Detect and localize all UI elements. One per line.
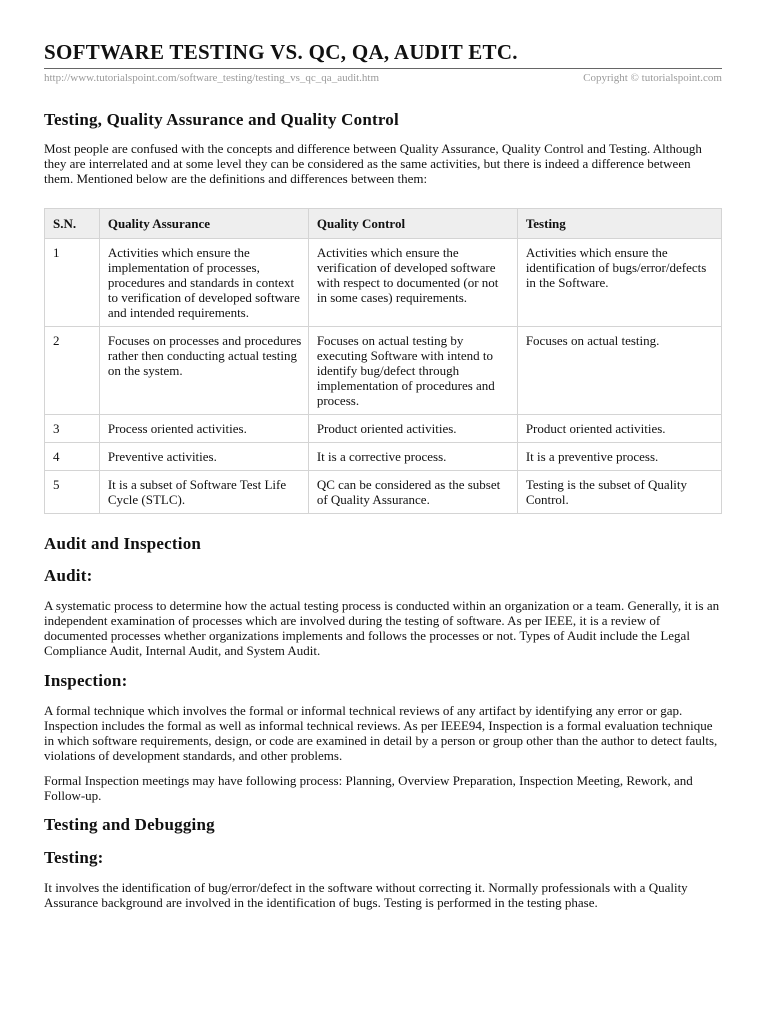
table-cell-qa: Preventive activities. xyxy=(99,443,308,471)
main-content xyxy=(44,110,722,910)
audit-paragraph: A systematic process to determine how the actual testing process is conducted within an organization or a team. Generally, it is an independent examination of processes which are involved during the testing of software. As per IEEE, it is a review of documented processes whether organizations implements and follows the processes or not. Types of Audit include the Legal Compliance Audit, Internal Audit, and System Audit. xyxy=(44,598,720,658)
table-cell-qa: It is a subset of Software Test Life Cycle (STLC). xyxy=(99,471,308,514)
table-cell-qc: It is a corrective process. xyxy=(308,443,517,471)
table-cell-testing: Product oriented activities. xyxy=(517,415,721,443)
table-row xyxy=(45,443,722,471)
subheading-testing: Testing: xyxy=(44,848,104,867)
inspection-paragraph: A formal technique which involves the formal or informal technical reviews of any artifact by identifying any error or gap. Inspection includes the formal as well as informal technical reviews. As per IEEE94, Inspection is a formal evaluation technique in which software requirements, design, or code are examined in detail by a person or group other than the author to detect faults, violations of development standards, and other problems. xyxy=(44,703,718,763)
table-cell-sn: 3 xyxy=(45,415,100,443)
table-row xyxy=(45,327,722,415)
column-header-sn: S.N. xyxy=(45,209,100,239)
table-cell-testing: Focuses on actual testing. xyxy=(517,327,721,415)
intro-paragraph: Most people are confused with the concepts and difference between Quality Assurance, Quality Control and Testing. Although they are interrelated and at some level they can be considered as the same activities, but there is indeed a difference between them. Mentioned below are the definitions and differences between them: xyxy=(44,141,702,186)
column-header-quality-control: Quality Control xyxy=(308,209,517,239)
table-cell-qa: Focuses on processes and procedures rather then conducting actual testing on the system. xyxy=(99,327,308,415)
comparison-table xyxy=(44,208,722,514)
table-row xyxy=(45,471,722,514)
table-cell-sn: 2 xyxy=(45,327,100,415)
source-url-link[interactable]: http://www.tutorialspoint.com/software_testing/testing_vs_qc_qa_audit.htm xyxy=(44,72,380,84)
table-cell-sn: 1 xyxy=(45,239,100,327)
subheading-inspection: Inspection: xyxy=(44,671,128,690)
table-row xyxy=(45,239,722,327)
title-divider xyxy=(44,68,722,69)
subheading-audit: Audit: xyxy=(44,566,93,585)
table-cell-testing: Testing is the subset of Quality Control. xyxy=(517,471,721,514)
column-header-quality-assurance: Quality Assurance xyxy=(99,209,308,239)
inspection-process-paragraph: Formal Inspection meetings may have following process: Planning, Overview Preparation, Inspection Meeting, Rework, and Follow-up. xyxy=(44,773,693,803)
copyright-notice: Copyright © tutorialspoint.com xyxy=(583,72,722,84)
table-cell-sn: 5 xyxy=(45,471,100,514)
section-heading-testing-debugging: Testing and Debugging xyxy=(44,815,215,834)
table-cell-testing: It is a preventive process. xyxy=(517,443,721,471)
table-cell-qa: Activities which ensure the implementation of processes, procedures and standards in context to verification of developed software and intended requirements. xyxy=(99,239,308,327)
page-title: SOFTWARE TESTING VS. QC, QA, AUDIT ETC. xyxy=(44,40,518,64)
table-cell-sn: 4 xyxy=(45,443,100,471)
table-row xyxy=(45,415,722,443)
testing-paragraph: It involves the identification of bug/error/defect in the software without correcting it. Normally professionals with a Quality Assurance background are involved in the identification of bugs. Testing is performed in the testing phase. xyxy=(44,880,688,910)
section-heading-testing-qa-qc: Testing, Quality Assurance and Quality Control xyxy=(44,110,399,129)
table-cell-qc: Product oriented activities. xyxy=(308,415,517,443)
table-cell-testing: Activities which ensure the identification of bugs/error/defects in the Software. xyxy=(517,239,721,327)
column-header-testing: Testing xyxy=(517,209,721,239)
table-cell-qa: Process oriented activities. xyxy=(99,415,308,443)
table-header-row xyxy=(45,209,722,239)
table-cell-qc: Focuses on actual testing by executing Software with intend to identify bug/defect through implementation of procedures and process. xyxy=(308,327,517,415)
table-cell-qc: QC can be considered as the subset of Quality Assurance. xyxy=(308,471,517,514)
table-cell-qc: Activities which ensure the verification of developed software with respect to documented (or not in some cases) requirements. xyxy=(308,239,517,327)
section-heading-audit-inspection: Audit and Inspection xyxy=(44,534,202,553)
